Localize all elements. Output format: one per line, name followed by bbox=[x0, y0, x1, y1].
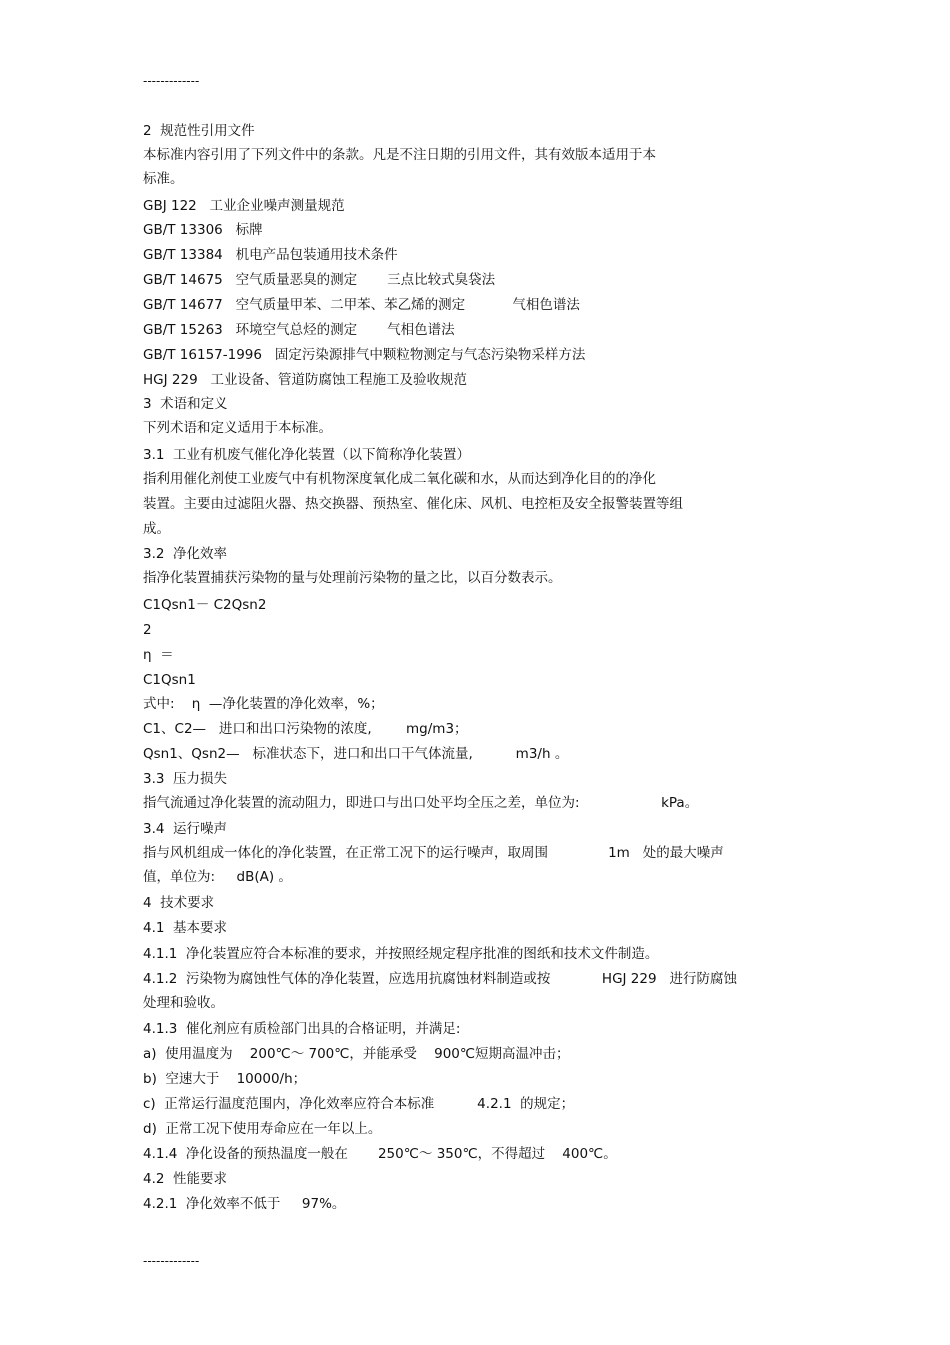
section-2-heading: 2 规范性引用文件 bbox=[143, 123, 255, 139]
clause-line: 4.1.3 催化剂应有质检部门出具的合格证明，并满足: bbox=[143, 1021, 461, 1037]
footer-rule: ------------- bbox=[143, 1254, 200, 1268]
clause-line: 4.1.4 净化设备的预热温度一般在 250℃～ 350℃，不得超过 400℃。 bbox=[143, 1146, 617, 1162]
formula-legend: Qsn1、Qsn2— 标准状态下，进口和出口干气体流量, m3/h 。 bbox=[143, 746, 569, 762]
reference-item: GB/T 13384 机电产品包装通用技术条件 bbox=[143, 247, 398, 263]
list-item: b) 空速大于 10000/h； bbox=[143, 1071, 307, 1087]
reference-item: GB/T 13306 标牌 bbox=[143, 222, 263, 238]
subsection-heading: 3.4 运行噪声 bbox=[143, 821, 228, 837]
clause-line: 4.1.2 污染物为腐蚀性气体的净化装置，应选用抗腐蚀材料制造或按 HGJ 229 进行防腐蚀 bbox=[143, 971, 737, 987]
reference-item: HGJ 229 工业设备、管道防腐蚀工程施工及验收规范 bbox=[143, 372, 468, 388]
list-item: a) 使用温度为 200℃～ 700℃，并能承受 900℃短期高温冲击； bbox=[143, 1046, 570, 1062]
paragraph-line: 下列术语和定义适用于本标准。 bbox=[143, 420, 332, 436]
list-item: d) 正常工况下使用寿命应在一年以上。 bbox=[143, 1121, 382, 1137]
reference-item: GB/T 16157-1996 固定污染源排气中颗粒物测定与气态污染物采样方法 bbox=[143, 347, 586, 363]
clause-line: 4.2.1 净化效率不低于 97%。 bbox=[143, 1196, 346, 1212]
subsection-heading: 3.2 净化效率 bbox=[143, 546, 228, 562]
clause-line: 处理和验收。 bbox=[143, 995, 224, 1011]
paragraph-line: 装置。主要由过滤阻火器、热交换器、预热室、催化床、风机、电控柜及安全报警装置等组 bbox=[143, 496, 683, 512]
paragraph-line: 本标准内容引用了下列文件中的条款。凡是不注日期的引用文件，其有效版本适用于本 bbox=[143, 147, 656, 163]
paragraph-line: 指净化装置捕获污染物的量与处理前污染物的量之比，以百分数表示。 bbox=[143, 570, 562, 586]
reference-item: GBJ 122 工业企业噪声测量规范 bbox=[143, 198, 345, 214]
subsection-heading: 3.3 压力损失 bbox=[143, 771, 228, 787]
reference-item: GB/T 14675 空气质量恶臭的测定 三点比较式臭袋法 bbox=[143, 272, 496, 288]
list-item: c) 正常运行温度范围内，净化效率应符合本标准 4.2.1 的规定； bbox=[143, 1096, 575, 1112]
subsection-heading: 4.2 性能要求 bbox=[143, 1171, 228, 1187]
paragraph-line: 成。 bbox=[143, 521, 170, 537]
formula-denominator: C1Qsn1 bbox=[143, 672, 196, 688]
reference-item: GB/T 15263 环境空气总烃的测定 气相色谱法 bbox=[143, 322, 455, 338]
reference-item: GB/T 14677 空气质量甲苯、二甲苯、苯乙烯的测定 气相色谱法 bbox=[143, 297, 580, 313]
subsection-heading: 4.1 基本要求 bbox=[143, 920, 228, 936]
paragraph-line: 指气流通过净化装置的流动阻力，即进口与出口处平均全压之差，单位为: kPa。 bbox=[143, 795, 699, 811]
formula-legend: C1、C2— 进口和出口污染物的浓度, mg/m3； bbox=[143, 721, 468, 737]
formula-eta: η ＝ bbox=[143, 647, 174, 663]
paragraph-line: 指与风机组成一体化的净化装置，在正常工况下的运行噪声，取周围 1m 处的最大噪声 bbox=[143, 845, 724, 861]
formula-line: 2 bbox=[143, 622, 152, 638]
paragraph-line: 指利用催化剂使工业废气中有机物深度氧化成二氧化碳和水，从而达到净化目的的净化 bbox=[143, 471, 656, 487]
paragraph-line: 标准。 bbox=[143, 171, 184, 187]
section-4-heading: 4 技术要求 bbox=[143, 895, 215, 911]
header-rule: ------------- bbox=[143, 74, 200, 88]
subsection-heading: 3.1 工业有机废气催化净化装置（以下简称净化装置） bbox=[143, 447, 471, 463]
section-3-heading: 3 术语和定义 bbox=[143, 396, 228, 412]
formula-numerator: C1Qsn1－ C2Qsn2 bbox=[143, 597, 267, 613]
formula-legend: 式中: η —净化装置的净化效率，%； bbox=[143, 696, 384, 712]
paragraph-line: 值，单位为: dB(A) 。 bbox=[143, 869, 292, 885]
clause-line: 4.1.1 净化装置应符合本标准的要求，并按照经规定程序批准的图纸和技术文件制造。 bbox=[143, 946, 659, 962]
